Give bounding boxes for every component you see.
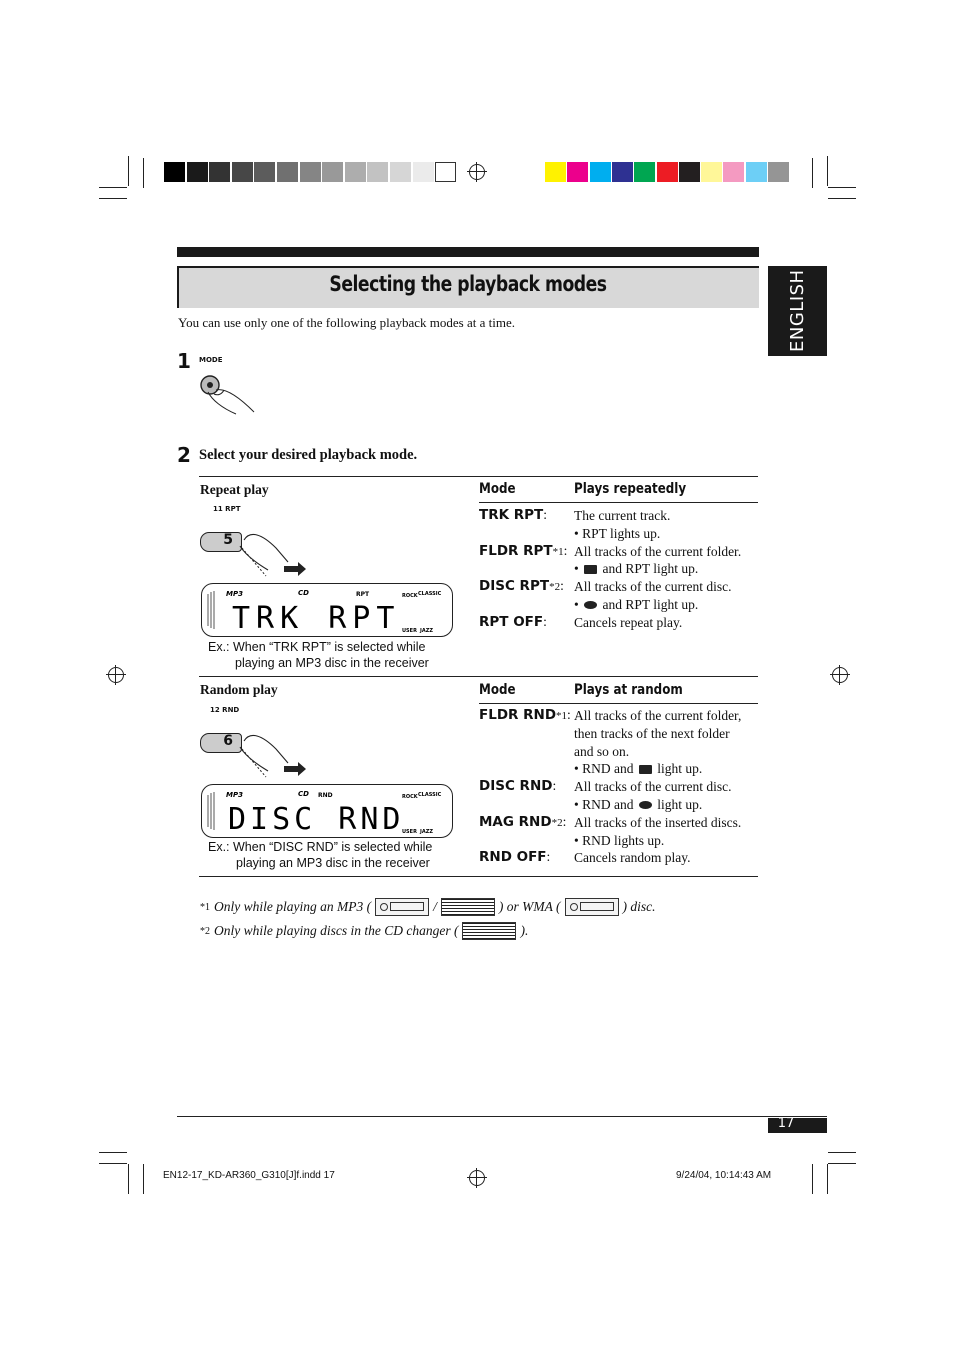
mode-description-line: • and RPT light up. [574,597,699,612]
color-swatch [768,162,789,182]
color-swatch [701,162,722,182]
folder-icon [584,565,597,574]
svg-text:RND: RND [318,792,333,799]
finger-press-icon [236,723,311,779]
gray-swatch [435,162,456,182]
gray-swatch [164,162,185,182]
disc-icon [584,601,597,609]
gray-swatch [413,162,434,182]
svg-text:MP3: MP3 [226,590,243,598]
mode-name: RPT OFF: [479,613,547,630]
random-example-line1: Ex.: When “DISC RND” is selected while [208,840,433,854]
svg-text:USER: USER [402,628,417,634]
color-swatch [746,162,767,182]
disc-icon [639,801,652,809]
mode-description-line: and so on. [574,743,630,759]
mode-name: MAG RND*2: [479,813,567,830]
svg-text:JAZZ: JAZZ [420,829,433,835]
mode-description-line: • RND and light up. [574,761,703,777]
color-swatch [723,162,744,182]
mode-description-line: • RND and light up. [574,797,703,812]
slug-file-name: EN12-17_KD-AR360_G310[J]f.indd 17 [163,1170,335,1181]
mode-description-line: All tracks of the current folder. [574,543,742,559]
mp3-folder-disc-icon [441,898,495,916]
registration-mark-icon [108,667,124,683]
color-swatch [634,162,655,182]
step-2-text: Select your desired playback mode. [199,447,418,463]
color-swatch [657,162,678,182]
svg-text:MP3: MP3 [226,791,243,799]
registration-mark-icon [832,667,848,683]
random-col-desc: Plays at random [574,682,683,698]
repeat-button-label: 11 RPT [213,505,241,513]
svg-text:CD: CD [298,589,309,597]
mode-description-line: • and RPT light up. [574,561,699,577]
gray-swatch [322,162,343,182]
random-header-rule [479,703,758,704]
page-title: Selecting the playback modes [329,272,607,296]
svg-text:ROCK: ROCK [402,794,418,800]
gray-swatch [345,162,366,182]
footnote-1: *1 Only while playing an MP3 ( / ) or WMA ( ) disc. [200,899,656,914]
random-play-label: Random play [200,682,278,697]
mode-description-line: then tracks of the next folder [574,725,730,741]
random-button-label: 12 RND [210,706,240,714]
svg-text:TRK RPT: TRK RPT [232,601,401,636]
gray-swatch [277,162,298,182]
intro-text: You can use only one of the following playback modes at a time. [178,315,515,330]
registration-mark-icon [469,164,485,180]
svg-text:USER: USER [402,829,417,835]
mode-description-line: All tracks of the current disc. [574,579,732,595]
section-divider [199,676,758,677]
step-2-number: 2 [177,443,191,467]
step-1-number: 1 [177,349,191,373]
language-tab-label: ENGLISH [787,269,808,353]
mode-description-line: All tracks of the current folder, [574,708,742,723]
svg-text:ROCK: ROCK [402,593,418,599]
mode-description-line: The current track. [574,508,671,523]
footnote-2: *2 Only while playing discs in the CD changer ( ). [200,923,529,938]
mode-description-line: • RPT lights up. [574,525,661,541]
lcd-display-repeat [201,583,453,637]
mode-button-label: MODE [199,356,223,364]
mode-description-line: • RND lights up. [574,832,665,848]
mode-name: FLDR RND*1: [479,707,571,723]
finger-press-icon [236,522,311,578]
svg-text:CD: CD [298,790,309,798]
random-example-line2: playing an MP3 disc in the receiver [236,856,430,870]
title-rule [177,247,759,257]
svg-text:JAZZ: JAZZ [420,628,433,634]
svg-text:DISC RND: DISC RND [228,802,405,837]
mode-description-line: Cancels random play. [574,850,691,866]
key-5-button: 5 [200,532,242,552]
key-6-button: 6 [200,733,242,753]
random-col-mode: Mode [479,682,516,698]
repeat-col-mode: Mode [479,481,516,497]
mode-name: TRK RPT: [479,507,548,523]
mode-description-line: Cancels repeat play. [574,614,683,630]
color-swatch [545,162,566,182]
mode-description-line: All tracks of the inserted discs. [574,814,742,830]
repeat-example-line1: Ex.: When “TRK RPT” is selected while [208,640,426,654]
repeat-example-line2: playing an MP3 disc in the receiver [235,656,429,670]
mode-name: RND OFF: [479,849,551,866]
color-swatch [590,162,611,182]
mode-name: DISC RPT*2: [479,578,564,595]
lcd-display-random [201,784,453,838]
repeat-play-label: Repeat play [200,482,269,497]
finger-press-mode-icon [196,372,260,416]
color-swatch [567,162,588,182]
mode-name: DISC RND: [479,778,557,795]
color-swatch [612,162,633,182]
gray-swatch [367,162,388,182]
page-number: 17 [777,1116,795,1131]
gray-swatch [300,162,321,182]
mode-description-line: All tracks of the current disc. [574,779,732,795]
gray-swatch [209,162,230,182]
gray-swatch [232,162,253,182]
gray-swatch [390,162,411,182]
slug-timestamp: 9/24/04, 10:14:43 AM [676,1170,772,1181]
svg-text:CLASSIC: CLASSIC [418,591,442,597]
color-swatch [679,162,700,182]
footer-rule [177,1116,827,1117]
gray-swatch [254,162,275,182]
gray-swatch [187,162,208,182]
svg-text:RPT: RPT [356,591,370,598]
folder-icon [639,765,652,774]
registration-mark-icon [469,1170,485,1186]
svg-text:CLASSIC: CLASSIC [418,792,442,798]
wma-disc-icon [565,898,619,916]
mode-name: FLDR RPT*1: [479,542,568,559]
repeat-col-desc: Plays repeatedly [574,481,687,497]
cd-changer-disc-icon [462,922,516,940]
repeat-header-rule [479,502,758,503]
mp3-disc-icon [375,898,429,916]
table-top-rule [199,476,758,477]
table-bottom-rule [199,876,758,877]
